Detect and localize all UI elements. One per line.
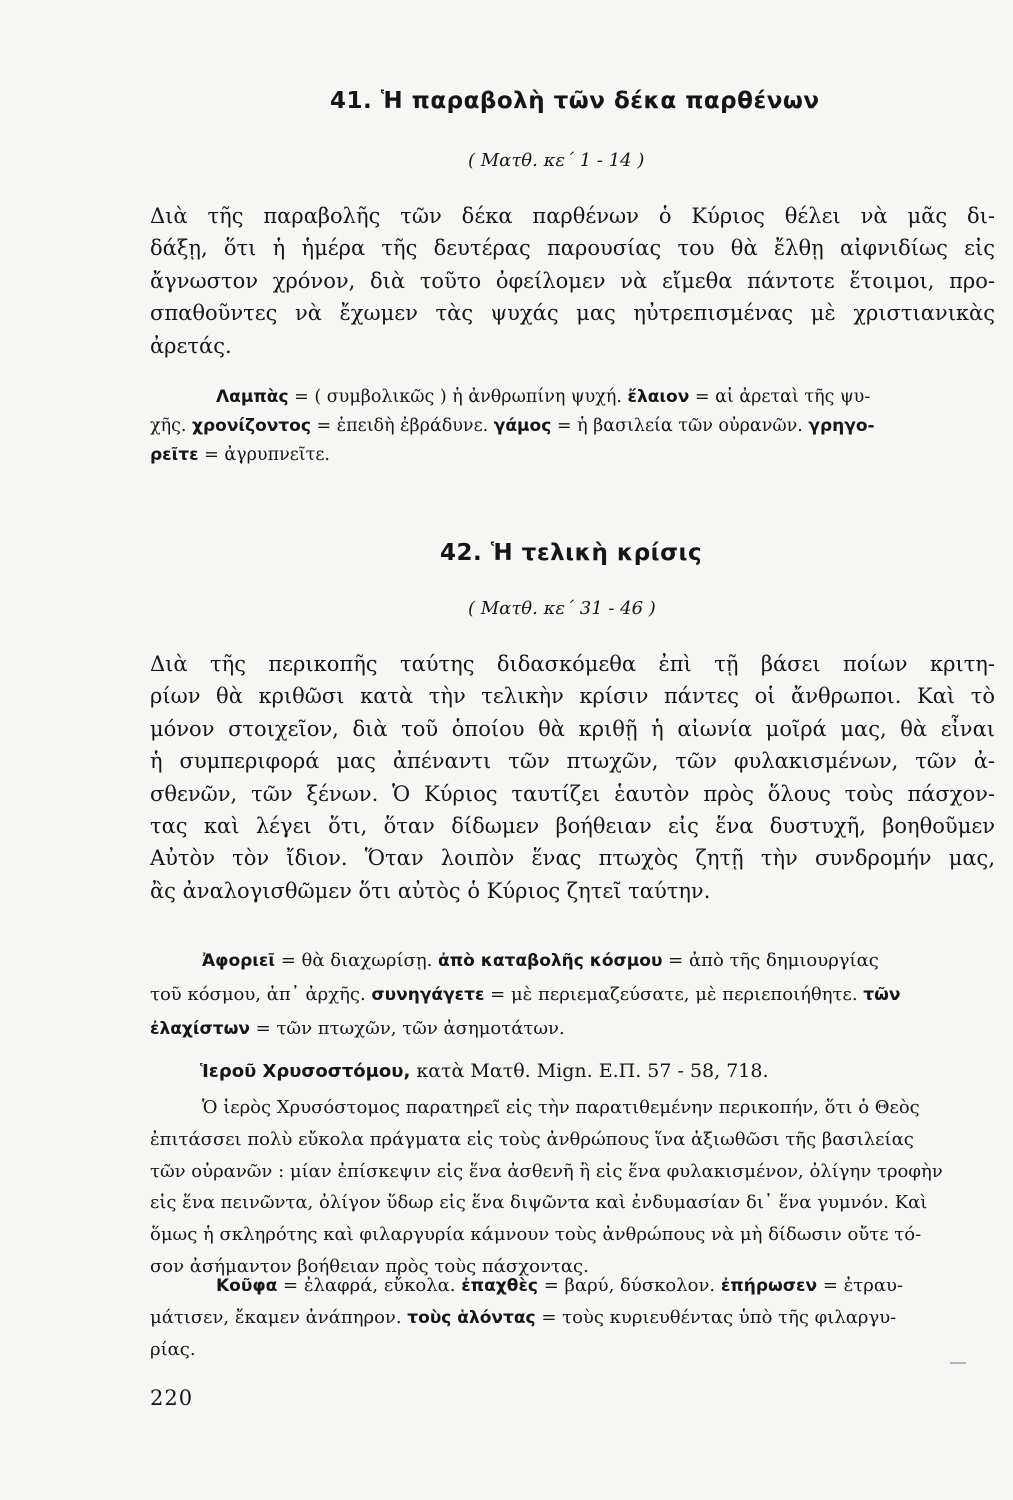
glossary-term: Λαμπὰς — [216, 387, 289, 407]
glossary-line — [150, 412, 995, 441]
glossary-line — [150, 1302, 995, 1334]
glossary-line — [150, 1012, 995, 1046]
glossary-definition: ρίας. — [150, 1339, 196, 1360]
glossary-definition: = αἱ ἀρεταὶ τῆς ψυ- — [689, 387, 871, 407]
text-line: μόνον στοιχεῖον, διὰ τοῦ ὁποίου θὰ κριθῇ ἡ αἰωνία μοῖρά μας, θὰ εἶναι — [150, 716, 995, 741]
glossary-line — [150, 978, 995, 1012]
chrysostom-heading — [200, 1060, 769, 1082]
glossary-definition: = τοὺς κυριευθέντας ὑπὸ τῆς φιλαργυ- — [535, 1307, 897, 1328]
glossary-line — [150, 1270, 995, 1302]
text-line: σθενῶν, τῶν ξένων. Ὁ Κύριος ταυτίζει ἑαυτὸν πρὸς ὅλους τοὺς πάσχον- — [150, 781, 995, 806]
text-line: Διὰ τῆς παραβολῆς τῶν δέκα παρθένων ὁ Κύριος θέλει νὰ μᾶς δι- — [150, 204, 995, 228]
chrysostom-name: Ἱεροῦ Χρυσοστόμου, — [200, 1061, 411, 1082]
glossary-term: τοὺς ἁλόντας — [407, 1308, 536, 1328]
text-line: ἀρετάς. — [150, 333, 232, 358]
section-42-reference: ( Ματθ. κε΄ 31 - 46 ) — [468, 598, 656, 619]
text-line: Διὰ τῆς περικοπῆς ταύτης διδασκόμεθα ἐπὶ τῇ βάσει ποίων κριτη- — [150, 652, 995, 676]
text-line: δάξῃ, ὅτι ἡ ἡμέρα τῆς δευτέρας παρουσίας του θὰ ἔλθῃ αἰφνιδίως εἰς — [150, 236, 995, 261]
chrysostom-paragraph — [150, 1092, 995, 1283]
glossary-definition: μάτισεν, ἔκαμεν ἀνάπηρον. — [150, 1307, 408, 1328]
text-line: ρίων θὰ κριθῶσι κατὰ τὴν τελικὴν κρίσιν πάντες οἱ ἄνθρωποι. Καὶ τὸ — [150, 684, 995, 709]
chrysostom-citation: κατὰ Ματθ. Mign. Ε.Π. 57 - 58, 718. — [410, 1060, 769, 1082]
section-41-paragraph — [150, 200, 995, 362]
glossary-definition: = θὰ διαχωρίσῃ. — [275, 950, 439, 971]
glossary-term: ἐλαχίστων — [150, 1019, 250, 1039]
glossary-definition: = τῶν πτωχῶν, τῶν ἀσημοτάτων. — [249, 1018, 565, 1039]
glossary-definition: = ( συμβολικῶς ) ἡ ἀνθρωπίνη ψυχή. — [288, 387, 628, 407]
glossary-term: ἐπαχθὲς — [461, 1276, 538, 1296]
text-line: ὅμως ἡ σκληρότης καὶ φιλαργυρία κάμνουν τοὺς ἀνθρώπους νὰ μὴ δίδωσιν οὔτε τό- — [150, 1224, 922, 1246]
glossary-term: γρηγο- — [808, 416, 875, 436]
section-42-title: 42. Ἡ τελικὴ κρίσις — [440, 540, 703, 566]
text-line: Αὐτὸν τὸν ἴδιον. Ὅταν λοιπὸν ἕνας πτωχὸς ζητῇ τὴν συνδρομήν μας, — [150, 846, 995, 871]
glossary-definition: τοῦ κόσμου, ἀπ᾽ ἀρχῆς. — [150, 984, 372, 1005]
glossary-term: γάμος — [493, 416, 552, 436]
text-line: τῶν οὐρανῶν : μίαν ἐπίσκεψιν εἰς ἕνα ἀσθενῆ ἢ εἰς ἕνα φυλακισμένον, ὀλίγην τροφὴν — [150, 1160, 943, 1182]
text-line: ἂς ἀναλογισθῶμεν ὅτι αὐτὸς ὁ Κύριος ζητεῖ ταύτην. — [150, 878, 711, 903]
section-42-glossary — [150, 944, 995, 1046]
glossary-definition: = ἐτραυ- — [817, 1275, 903, 1296]
section-41-glossary — [150, 383, 995, 470]
section-41-title: 41. Ἡ παραβολὴ τῶν δέκα παρθένων — [330, 88, 820, 114]
glossary-line — [150, 1334, 995, 1365]
glossary-definition: χῆς. — [150, 416, 193, 436]
glossary-definition: = ἀπὸ τῆς δημιουργίας — [662, 950, 879, 971]
glossary-term: συνηγάγετε — [371, 985, 485, 1005]
glossary-line — [150, 383, 995, 412]
glossary-line — [150, 441, 995, 470]
text-line: τας καὶ λέγει ὅτι, ὅταν δίδωμεν βοήθειαν εἰς ἕνα δυστυχῆ, βοηθοῦμεν — [150, 814, 995, 839]
text-line: ἄγνωστον χρόνον, διὰ τοῦτο ὀφείλομεν νὰ εἴμεθα πάντοτε ἕτοιμοι, προ- — [150, 268, 995, 293]
chrysostom-glossary — [150, 1270, 995, 1365]
text-line: σον ἀσήμαντον βοήθειαν πρὸς τοὺς πάσχοντας. — [150, 1255, 589, 1277]
glossary-definition: = μὲ περιεμαζεύσατε, μὲ περιεποιήθητε. — [484, 984, 864, 1005]
glossary-term: Κοῦφα — [216, 1276, 278, 1296]
glossary-definition: = ἐπειδὴ ἐβράδυνε. — [310, 416, 494, 436]
page-number: 220 — [150, 1386, 194, 1410]
glossary-term: ἀπὸ καταβολῆς κόσμου — [438, 951, 663, 971]
text-line: Ὁ ἱερὸς Χρυσόστομος παρατηρεῖ εἰς τὴν παρατιθεμένην περικοπήν, ὅτι ὁ Θεὸς — [202, 1097, 920, 1118]
glossary-term: χρονίζοντος — [192, 416, 311, 436]
glossary-definition: = ἐλαφρά, εὔκολα. — [277, 1275, 462, 1296]
text-line: ἐπιτάσσει πολὺ εὔκολα πράγματα εἰς τοὺς ἀνθρώπους ἵνα ἀξιωθῶσι τῆς βασιλείας — [150, 1128, 914, 1150]
margin-mark — [950, 1362, 966, 1364]
section-42-paragraph — [150, 648, 995, 907]
glossary-term: τῶν — [863, 985, 901, 1005]
text-line: εἰς ἕνα πεινῶντα, ὀλίγον ὕδωρ εἰς ἕνα διψῶντα καὶ ἐνδυμασίαν δι᾽ ἕνα γυμνόν. Καὶ — [150, 1192, 928, 1214]
text-line: σπαθοῦντες νὰ ἔχωμεν τὰς ψυχάς μας ηὐτρεπισμένας μὲ χριστιανικὰς — [150, 301, 995, 326]
glossary-term: ἐπήρωσεν — [720, 1276, 818, 1296]
glossary-term: ρεῖτε — [150, 445, 199, 465]
glossary-term: ἔλαιον — [627, 387, 690, 407]
glossary-term: Ἀφοριεῖ — [202, 951, 276, 971]
section-41-reference: ( Ματθ. κε΄ 1 - 14 ) — [468, 150, 645, 171]
glossary-definition: = ἡ βασιλεία τῶν οὐρανῶν. — [551, 416, 809, 436]
text-line: ἡ συμπεριφορά μας ἀπέναντι τῶν πτωχῶν, τῶν φυλακισμένων, τῶν ἀ- — [150, 749, 995, 774]
glossary-line — [150, 944, 995, 978]
glossary-definition: = ἀγρυπνεῖτε. — [198, 445, 330, 465]
glossary-definition: = βαρύ, δύσκολον. — [538, 1275, 721, 1296]
